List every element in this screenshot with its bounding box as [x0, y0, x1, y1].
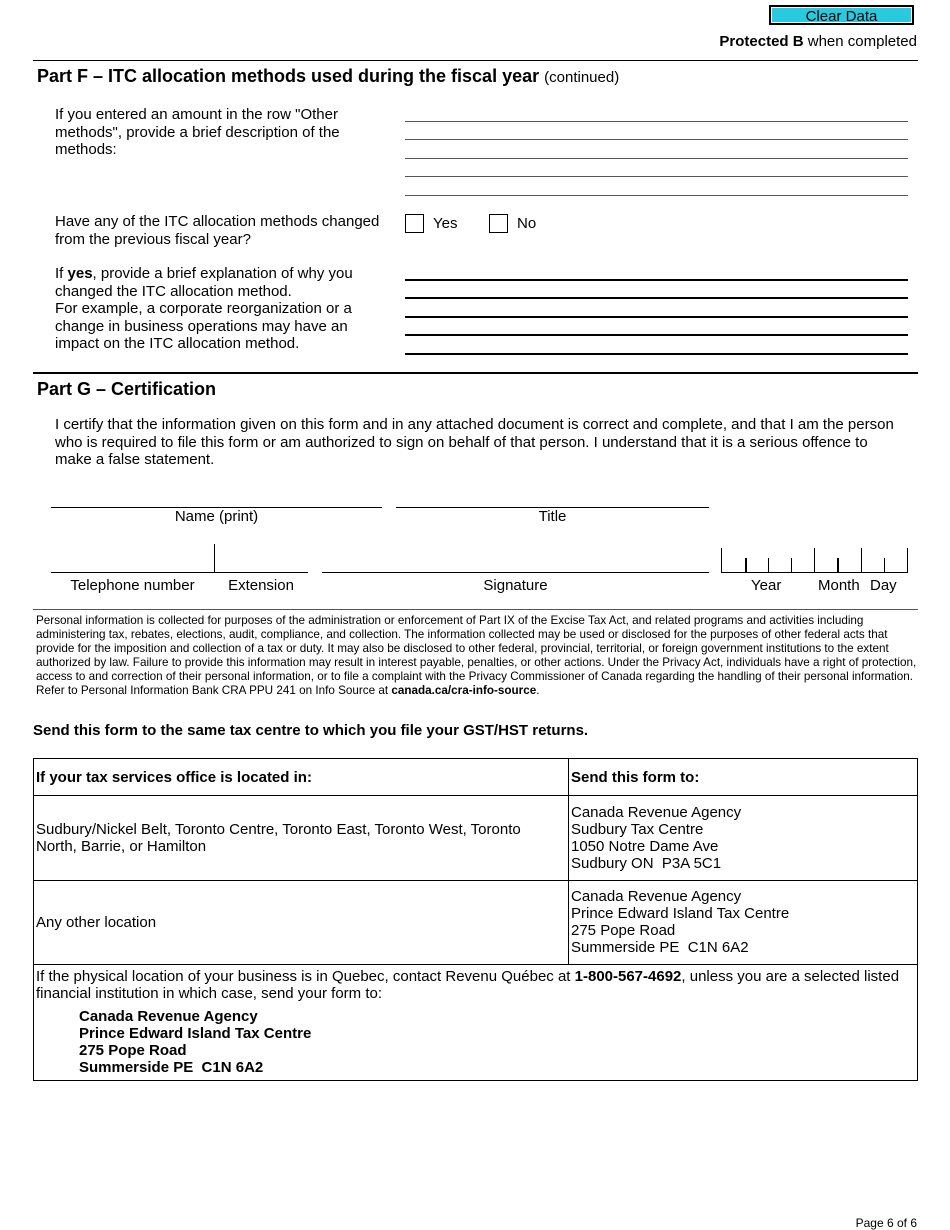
- address-line: Canada Revenue Agency: [571, 888, 742, 905]
- yes-checkbox[interactable]: [405, 214, 424, 233]
- table-row-divider: [33, 964, 918, 965]
- certification-statement: I certify that the information given on this form and in any attached document is correct and complete, and that I am the person who is required to file this form or am authorized to sign on behalf of that person. I understand that it is a serious offence to make a false statement.: [55, 416, 894, 468]
- extension-divider: [214, 544, 215, 572]
- protected-b-rest: when completed: [803, 33, 917, 50]
- signature-label: Signature: [483, 577, 548, 594]
- date-tick: [721, 548, 722, 572]
- other-methods-line[interactable]: [405, 176, 908, 177]
- info-source-link[interactable]: canada.ca/cra-info-source: [391, 684, 537, 697]
- part-f-title-text: Part F – ITC allocation methods used during the fiscal year: [37, 66, 540, 86]
- quebec-address: [79, 1008, 311, 1076]
- explain-line[interactable]: [405, 297, 908, 299]
- explain-line[interactable]: [405, 316, 908, 318]
- address-line: Prince Edward Island Tax Centre: [571, 905, 790, 922]
- send-heading: Send this form to the same tax centre to which you file your GST/HST returns.: [33, 722, 589, 739]
- telephone-line[interactable]: [51, 572, 308, 573]
- clear-data-button[interactable]: Clear Data: [769, 5, 914, 25]
- table-row-divider: [33, 880, 918, 881]
- address-line: Summerside PE C1N 6A2: [79, 1059, 264, 1076]
- privacy-end: .: [536, 684, 540, 697]
- signature-line[interactable]: [322, 572, 709, 573]
- address-line: Prince Edward Island Tax Centre: [79, 1025, 312, 1042]
- top-divider: [33, 60, 918, 61]
- privacy-notice: [36, 614, 918, 698]
- date-tick: [791, 558, 792, 572]
- explain-question: [55, 265, 375, 353]
- day-label: Day: [870, 577, 897, 594]
- explain-line[interactable]: [405, 353, 908, 355]
- explain-prefix: If: [55, 265, 68, 282]
- address-line: Sudbury ON P3A 5C1: [571, 855, 722, 872]
- other-methods-line[interactable]: [405, 139, 908, 140]
- table-row-divider: [33, 795, 918, 796]
- quebec-note: [36, 968, 906, 1002]
- address-line: Summerside PE C1N 6A2: [571, 939, 749, 956]
- protected-b-label: [719, 33, 917, 50]
- quebec-phone: 1-800-567-4692: [574, 968, 682, 985]
- quebec-prefix: If the physical location of your business is in Quebec, contact Revenu Québec at: [36, 968, 575, 985]
- name-label: Name (print): [174, 508, 259, 525]
- yes-label: Yes: [433, 215, 458, 232]
- address-line: 275 Pope Road: [79, 1042, 187, 1059]
- year-label: Year: [751, 577, 782, 594]
- part-g-divider: [33, 372, 918, 374]
- telephone-label: Telephone number: [70, 577, 195, 594]
- explain-bold: yes: [67, 265, 93, 282]
- other-methods-question: If you entered an amount in the row "Other methods", provide a brief description of the methods:: [55, 106, 340, 158]
- date-tick: [837, 558, 839, 572]
- row1-address: [571, 804, 741, 872]
- part-f-continued: (continued): [544, 69, 620, 86]
- explain-line[interactable]: [405, 279, 908, 281]
- no-label: No: [517, 215, 537, 232]
- title-label: Title: [538, 508, 567, 525]
- explain-line[interactable]: [405, 334, 908, 336]
- part-f-title: [37, 66, 619, 87]
- other-methods-line[interactable]: [405, 158, 908, 159]
- explain-rest: , provide a brief explanation of why you changed the ITC allocation method.: [55, 265, 353, 300]
- methods-changed-question: Have any of the ITC allocation methods changed from the previous fiscal year?: [55, 213, 380, 248]
- quebec-rest: , unless you are a selected listed financial institution in which case, send your form to:: [36, 968, 900, 1002]
- table-header-send-to: Send this form to:: [571, 769, 700, 786]
- date-tick: [768, 558, 769, 572]
- address-line: Canada Revenue Agency: [571, 804, 742, 821]
- address-line: Sudbury Tax Centre: [571, 821, 704, 838]
- table-column-divider: [568, 758, 569, 964]
- table-header-location: If your tax services office is located in:: [36, 769, 312, 786]
- row2-address: [571, 888, 789, 956]
- address-line: 1050 Notre Dame Ave: [571, 838, 719, 855]
- row2-location: Any other location: [36, 914, 157, 931]
- other-methods-line[interactable]: [405, 121, 908, 122]
- row1-location: Sudbury/Nickel Belt, Toronto Centre, Toronto East, Toronto West, Toronto North, Barrie, or Hamilton: [36, 821, 521, 855]
- date-tick: [814, 548, 815, 572]
- explain-example: For example, a corporate reorganization or a change in business operations may have an impact on the ITC allocation method.: [55, 300, 352, 352]
- part-g-title: Part G – Certification: [37, 379, 217, 399]
- address-line: Canada Revenue Agency: [79, 1008, 258, 1025]
- address-line: 275 Pope Road: [571, 922, 676, 939]
- date-baseline[interactable]: [721, 572, 908, 573]
- month-label: Month: [818, 577, 860, 594]
- no-checkbox[interactable]: [489, 214, 508, 233]
- date-tick: [884, 558, 885, 572]
- date-tick: [861, 548, 862, 572]
- page-number: Page 6 of 6: [855, 1216, 917, 1230]
- privacy-text: Personal information is collected for purposes of the administration or enforcement of Part IX of the Excise Tax Act, and related programs and activities including administering tax, rebates, elections, audit, compliance, and collection. The information collected may be used or disclosed for the purposes of other federal acts that provide for the imposition and collection of a tax or duty. It may also be disclosed to other federal, provincial, territorial, or foreign government institutions to the extent authorized by law. Failure to provide this information may result in interest payable, penalties, or other actions. Under the Privacy Act, individuals have a right of protection, access to and correction of their personal information, or to file a complaint with the Privacy Commissioner of Canada regarding the handling of their personal information. Refer to Personal Information Bank CRA PPU 241 on Info Source at: [36, 614, 917, 697]
- privacy-divider: [33, 609, 918, 610]
- protected-b-bold: Protected B: [719, 33, 804, 50]
- other-methods-line[interactable]: [405, 195, 908, 196]
- date-tick: [907, 548, 908, 572]
- extension-label: Extension: [228, 577, 294, 594]
- date-tick: [745, 558, 747, 572]
